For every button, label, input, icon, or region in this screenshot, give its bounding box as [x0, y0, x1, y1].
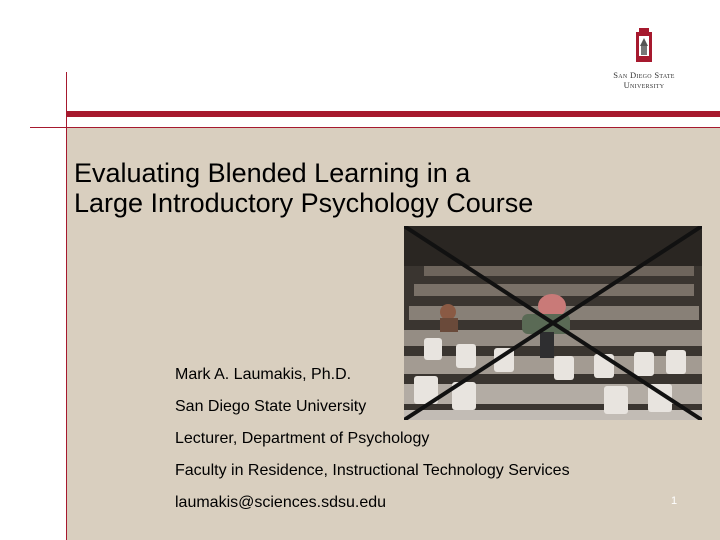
student-body [440, 318, 458, 332]
photo-top-shadow [404, 226, 702, 266]
author-name: Mark A. Laumakis, Ph.D. [175, 366, 352, 383]
student-legs [540, 332, 554, 358]
header-red-band [66, 111, 720, 117]
tower-top-shape [639, 28, 649, 34]
institution-name: San Diego State University [175, 398, 367, 415]
logo-wordmark [598, 70, 690, 90]
seat-row [404, 356, 702, 374]
chair [554, 356, 574, 380]
student-head [440, 304, 456, 320]
chair [424, 338, 442, 360]
logo-line-1: San Diego State [613, 70, 675, 80]
tower-body-shape [641, 46, 647, 55]
position-title: Lecturer, Department of Psychology [175, 430, 430, 447]
chair [604, 386, 628, 414]
title-line-1: Evaluating Blended Learning in a [74, 158, 471, 188]
page-title [74, 158, 674, 218]
page-number: 1 [671, 495, 678, 507]
header-divider-line [30, 127, 720, 128]
chair [666, 350, 686, 374]
title-line-2: Large Introductory Psychology Course [74, 188, 534, 218]
role-title: Faculty in Residence, Instructional Technology Services [175, 462, 570, 479]
left-divider-line [66, 72, 67, 540]
chair [634, 352, 654, 376]
logo-line-2: University [623, 80, 665, 90]
chair [456, 344, 476, 368]
lecture-hall-photo [404, 226, 702, 420]
email-address: laumakis@sciences.sdsu.edu [175, 494, 387, 511]
